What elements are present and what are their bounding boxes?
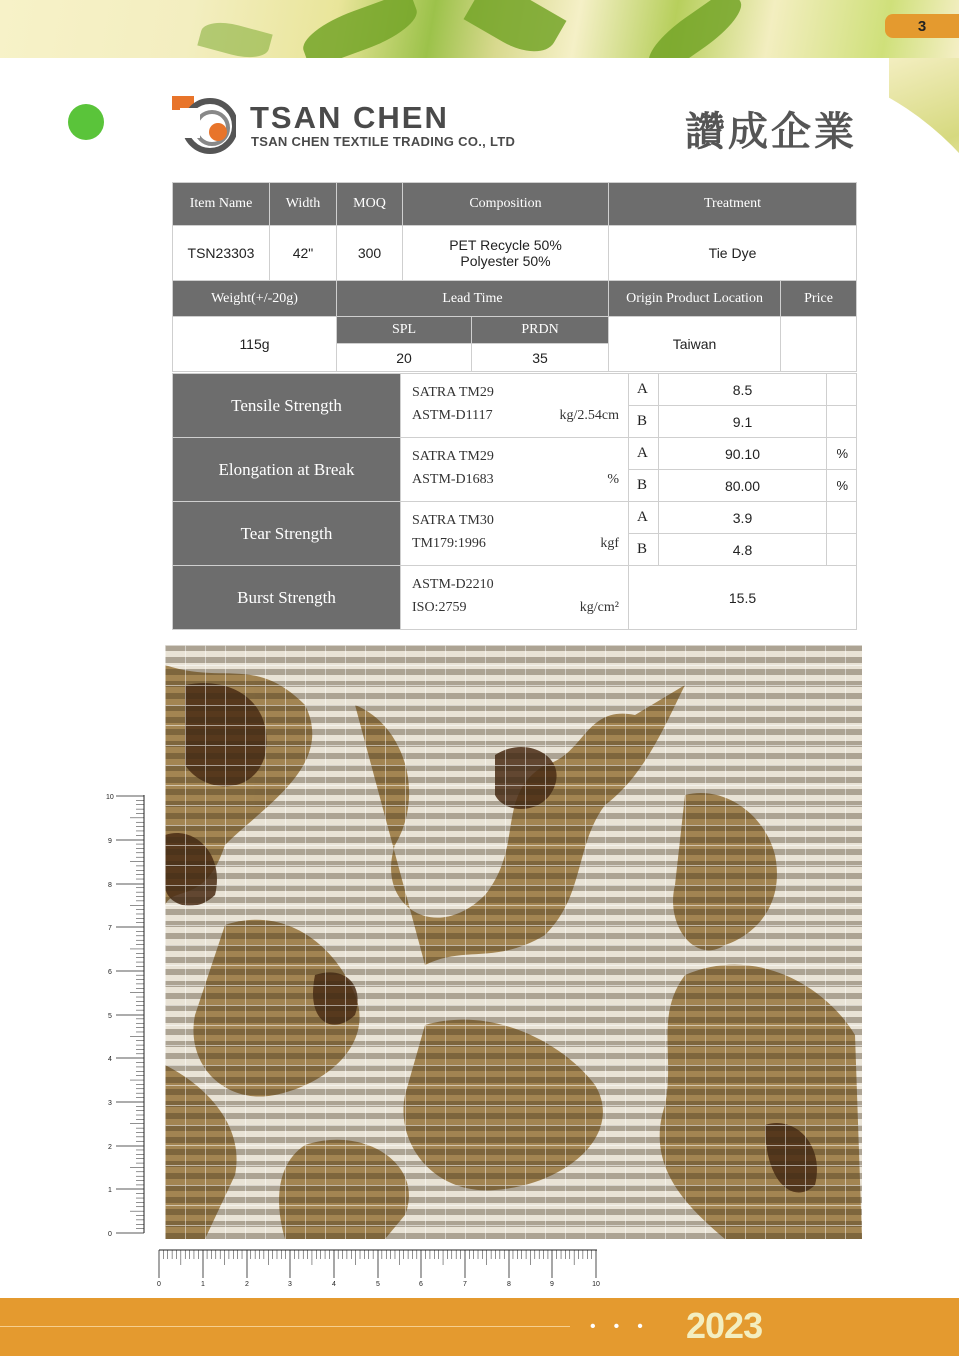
method-line-1: ASTM-D2210 [412,577,494,592]
v-tick-label: 0 [108,1231,112,1238]
value-treatment: Tie Dye [609,226,857,281]
value-weight: 115g [173,317,337,372]
top-foliage-banner [0,0,959,58]
header-treatment: Treatment [609,183,857,226]
v-tick-label: 7 [108,925,112,932]
vertical-ruler [100,790,150,1240]
value-burst: 15.5 [629,566,857,630]
direction-a: A [629,502,659,534]
value-spl: 20 [337,344,472,372]
h-tick-label: 10 [592,1281,600,1288]
value-b: 80.00 [659,470,827,502]
test-method-tear [401,502,629,566]
direction-a: A [629,374,659,406]
value-price [781,317,857,372]
header-spl: SPL [337,317,472,344]
direction-a: A [629,438,659,470]
unit-a [827,502,857,534]
green-dot-marker [68,104,104,140]
test-label-burst: Burst Strength [173,566,401,630]
method-line-2: ISO:2759 [412,600,467,615]
header-weight: Weight(+/-20g) [173,281,337,317]
v-tick-label: 6 [108,969,112,976]
h-tick-label: 3 [288,1281,292,1288]
direction-b: B [629,470,659,502]
v-tick-label: 1 [108,1187,112,1194]
method-unit: kg/2.54cm [559,408,619,423]
header-prdn: PRDN [472,317,609,344]
method-line-2: ASTM-D1117 [412,408,493,423]
h-tick-label: 0 [157,1281,161,1288]
h-tick-label: 1 [201,1281,205,1288]
header-item-name: Item Name [173,183,270,226]
value-moq: 300 [337,226,403,281]
v-tick-label: 10 [106,794,114,801]
direction-b: B [629,534,659,566]
header-moq: MOQ [337,183,403,226]
direction-b: B [629,406,659,438]
v-tick-label: 9 [108,838,112,845]
footer-dots: ••• [590,1318,661,1335]
h-tick-label: 5 [376,1281,380,1288]
h-tick-label: 4 [332,1281,336,1288]
value-item-name: TSN23303 [173,226,270,281]
method-line-1: SATRA TM30 [412,513,494,528]
v-tick-label: 8 [108,882,112,889]
method-unit: % [607,472,619,487]
method-line-1: SATRA TM29 [412,449,494,464]
footer-year: 2023 [686,1305,763,1346]
value-b: 4.8 [659,534,827,566]
test-results-table [172,373,857,630]
page-number: 3 [885,14,959,38]
unit-a [827,374,857,406]
unit-b: % [827,470,857,502]
v-tick-label: 5 [108,1013,112,1020]
v-tick-label: 2 [108,1144,112,1151]
test-label-tear: Tear Strength [173,502,401,566]
header-composition: Composition [403,183,609,226]
header-price: Price [781,281,857,317]
method-unit: kgf [600,536,619,551]
unit-a: % [827,438,857,470]
test-method-tensile [401,374,629,438]
v-tick-label: 4 [108,1056,112,1063]
method-line-2: ASTM-D1683 [412,472,494,487]
footer-band [0,1298,959,1356]
header-lead-time: Lead Time [337,281,609,317]
brand-chinese-name: 讚成企業 [685,110,857,154]
value-origin: Taiwan [609,317,781,372]
h-tick-label: 9 [550,1281,554,1288]
header-width: Width [270,183,337,226]
fabric-swatch-image [165,645,862,1239]
test-label-tensile: Tensile Strength [173,374,401,438]
brand-subtitle: TSAN CHEN TEXTILE TRADING CO., LTD [251,134,516,149]
h-tick-label: 7 [463,1281,467,1288]
company-logo-icon [172,94,236,154]
value-composition [403,226,609,281]
composition-line-2: Polyester 50% [460,253,551,269]
value-a: 3.9 [659,502,827,534]
unit-b [827,534,857,566]
method-unit: kg/cm² [579,600,619,615]
value-a: 8.5 [659,374,827,406]
value-b: 9.1 [659,406,827,438]
h-tick-label: 8 [507,1281,511,1288]
composition-line-1: PET Recycle 50% [449,237,562,253]
h-tick-label: 2 [245,1281,249,1288]
test-method-elongation [401,438,629,502]
test-method-burst [401,566,629,630]
brand-name: TSAN CHEN [250,100,449,135]
h-tick-label: 6 [419,1281,423,1288]
header-origin: Origin Product Location [609,281,781,317]
value-width: 42" [270,226,337,281]
method-line-1: SATRA TM29 [412,385,494,400]
unit-b [827,406,857,438]
method-line-2: TM179:1996 [412,536,486,551]
spec-table [172,182,857,372]
test-label-elongation: Elongation at Break [173,438,401,502]
value-prdn: 35 [472,344,609,372]
footer-divider [0,1326,570,1327]
v-tick-label: 3 [108,1100,112,1107]
horizontal-ruler [150,1245,610,1290]
value-a: 90.10 [659,438,827,470]
